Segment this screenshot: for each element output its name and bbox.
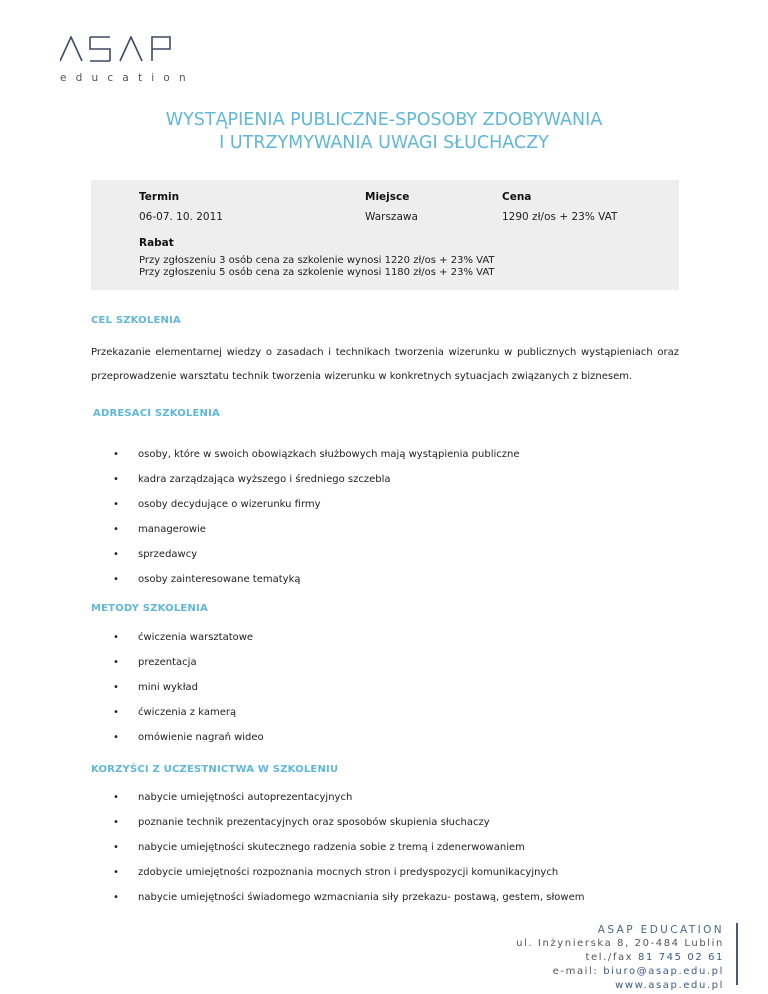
discount-label: Rabat [139,237,174,249]
footer-divider [736,923,738,985]
goal-paragraph [91,341,679,389]
title-line-1: WYSTĄPIENIA PUBLICZNE-SPOSOBY ZDOBYWANIA [165,110,603,130]
footer-phone-label: tel./fax [585,952,634,963]
title-line-2: I UTRZYMYWANIA UWAGI SŁUCHACZY [219,133,549,153]
methods-heading: METODY SZKOLENIA [91,603,208,614]
goal-line-2: przeprowadzenie warsztatu technik tworzenia wizerunku w konkretnych sytuacjach związanych z biznesem. [91,371,633,382]
benefits-heading: KORZYŚCI Z UCZESTNICTWA W SZKOLENIU [91,764,339,775]
audience-heading: ADRESACI SZKOLENIA [93,408,220,419]
discount-line-2: Przy zgłoszeniu 5 osób cena za szkolenie wynosi 1180 zł/os + 23% VAT [139,267,495,278]
asap-logo [56,36,195,86]
discount-line-1: Przy zgłoszeniu 3 osób cena za szkolenie wynosi 1220 zł/os + 23% VAT [139,255,495,266]
term-value: 06-07. 10. 2011 [139,211,223,223]
asap-logo-mark [60,36,178,62]
page-title [0,109,768,155]
footer-phone-number: 81 745 02 61 [638,952,724,963]
price-label: Cena [502,191,532,203]
place-value: Warszawa [365,211,418,223]
contact-footer [516,923,724,993]
goal-line-1: Przekazanie elementarnej wiedzy o zasadach i technikach tworzenia wizerunku w publicznych wystąpieniach oraz [91,347,679,358]
footer-phone [516,951,724,965]
footer-company-name: ASAP EDUCATION [597,924,724,936]
price-value: 1290 zł/os + 23% VAT [502,211,618,223]
footer-address: ul. Inżynierska 8, 20-484 Lublin [516,938,724,949]
term-label: Termin [139,191,180,203]
footer-website[interactable]: www.asap.edu.pl [615,980,724,991]
footer-email-address[interactable]: biuro@asap.edu.pl [603,966,724,977]
place-label: Miejsce [365,191,410,203]
footer-email [516,965,724,979]
info-box [91,180,679,290]
footer-email-label: e-mail: [552,966,599,977]
logo-subtitle: education [60,72,195,84]
goal-heading: CEL SZKOLENIA [91,315,181,326]
